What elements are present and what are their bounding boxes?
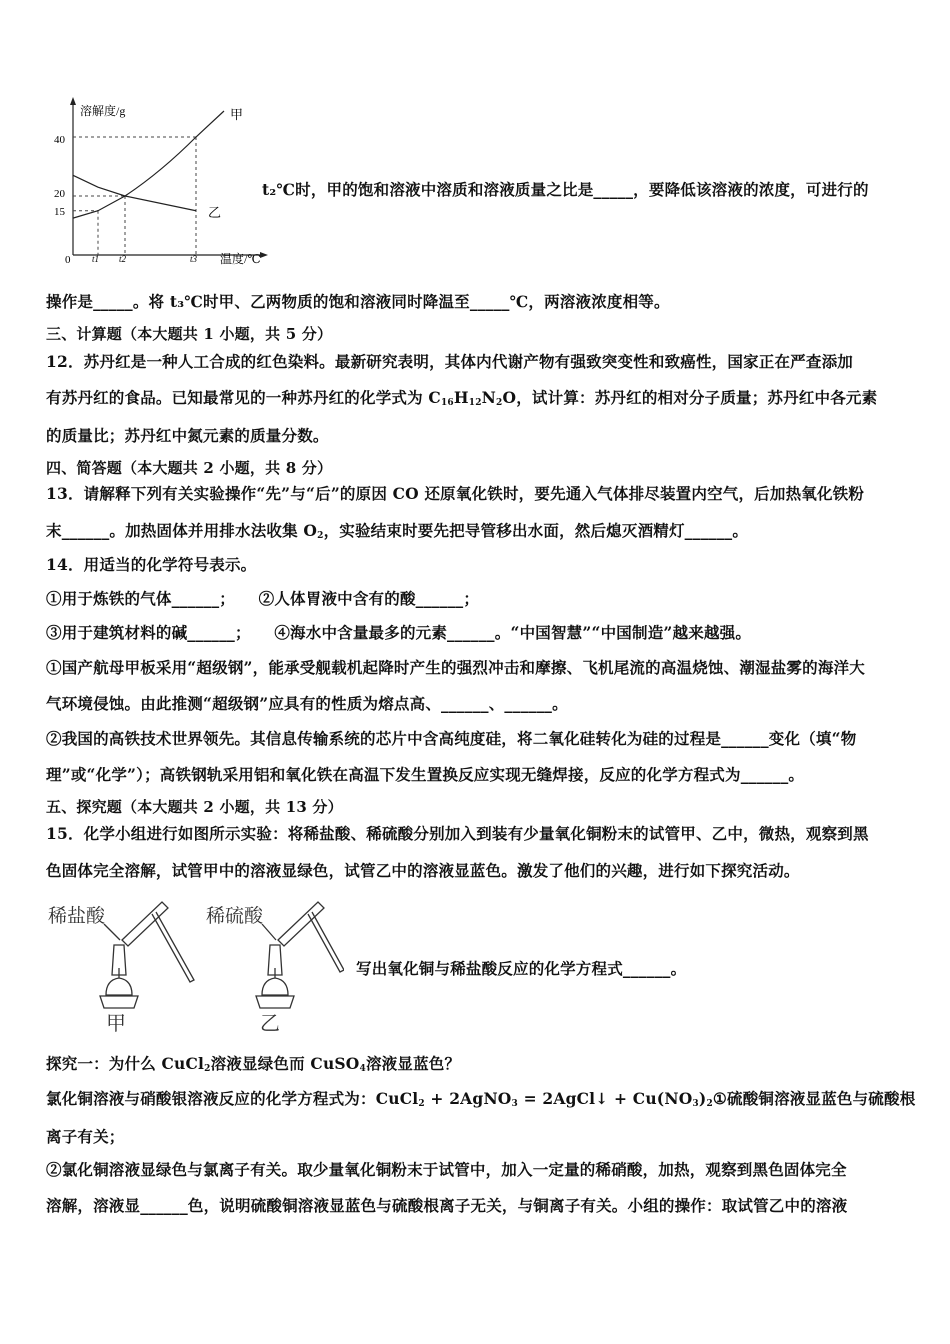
- inq1-mid: 溶液显绿色而 CuSO: [210, 1054, 360, 1073]
- q15-line-1: 15．化学小组进行如图所示实验：将稀盐酸、稀硫酸分别加入到装有少量氧化铜粉末的试管甲、乙中，微热，观察到黑: [46, 824, 869, 843]
- y-tick-20: 20: [54, 188, 65, 200]
- figure-side-text: 写出氧化铜与稀盐酸反应的化学方程式______。: [356, 959, 687, 978]
- inq1-sub-1: 2: [204, 1064, 211, 1074]
- q13-sub: 2: [317, 531, 324, 541]
- x-tick-t3: t3: [190, 254, 198, 264]
- x-axis-arrow: [260, 252, 268, 258]
- curve-yi: [73, 175, 196, 210]
- series-label-yi: 乙: [208, 205, 222, 220]
- q14-steel-2: 气环境侵蚀。由此推测“超级钢”应具有的性质为熔点高、______、______。: [46, 694, 568, 713]
- curve-jia: [73, 111, 224, 218]
- apparatus-yi: [256, 902, 344, 1008]
- hypothesis-2-line-1: ②氯化铜溶液显绿色与氯离子有关。取少量氧化铜粉末于试管中，加入一定量的稀硝酸，加热，观察到黑色固体完全: [46, 1160, 847, 1179]
- q13-line-2: [46, 519, 748, 541]
- equation-line: [46, 1087, 915, 1109]
- acid-label-2: 稀硫酸: [206, 905, 264, 927]
- eq-post: ①硫酸铜溶液显蓝色与硫酸根: [712, 1089, 916, 1108]
- section-4-heading: 四、简答题（本大题共 2 小题，共 8 分）: [46, 459, 333, 477]
- inq1-pre: 探究一：为什么 CuCl: [46, 1054, 205, 1073]
- acid-label-1: 稀盐酸: [48, 905, 106, 927]
- q14-rail-1: ②我国的高铁技术世界领先。其信息传输系统的芯片中含高纯度硅，将二氧化硅转化为硅的过程是______变化（填“物: [46, 729, 857, 748]
- q14-items-2: ③用于建筑材料的碱______； ④海水中含量最多的元素______。“中国智慧”“中国制造”越来越强。: [46, 623, 752, 642]
- x-tick-t1: t1: [92, 254, 100, 264]
- q14-heading: 14．用适当的化学符号表示。: [46, 555, 257, 574]
- solubility-chart: [40, 95, 270, 270]
- x-axis-label: 温度/℃: [220, 252, 261, 266]
- y-axis-label: 溶解度/g: [80, 104, 126, 118]
- q13-l2-post: ，实验结束时要先把导管移出水面，然后熄灭酒精灯______。: [323, 521, 749, 540]
- inquiry-1-heading: [46, 1052, 460, 1074]
- y-axis-arrow: [70, 97, 76, 105]
- q14-items-1: ①用于炼铁的气体______； ②人体胃液中含有的酸______；: [46, 589, 480, 608]
- q12-sub-1: 16: [440, 398, 454, 408]
- inq1-post: 溶液显蓝色？: [365, 1054, 461, 1073]
- q12-sub-3: 2: [496, 398, 503, 408]
- apparatus-jia: [100, 902, 194, 1008]
- eq-pre: 氯化铜溶液与硝酸银溶液反应的化学方程式为：CuCl: [46, 1089, 419, 1108]
- q12-h: H: [453, 388, 469, 407]
- eq-sub-1: 2: [418, 1099, 425, 1109]
- q12-sub-2: 12: [468, 398, 482, 408]
- apparatus-figure: [44, 900, 344, 1035]
- equation-line-2: 离子有关；: [46, 1127, 125, 1146]
- eq-m3: ): [698, 1089, 707, 1108]
- section-3-heading: 三、计算题（本大题共 1 小题，共 5 分）: [46, 325, 333, 343]
- series-label-jia: 甲: [230, 107, 244, 122]
- line-1: 操作是_____。将 t₃℃时甲、乙两物质的饱和溶液同时降温至_____℃，两溶液浓度相等。: [46, 292, 670, 311]
- eq-sub-2: 3: [511, 1099, 518, 1109]
- hypothesis-2-line-2: 溶解，溶液显______色，说明硫酸铜溶液显蓝色与硫酸根离子无关，与铜离子有关。小组的操作：取试管乙中的溶液: [46, 1196, 848, 1215]
- q12-line-1: 12．苏丹红是一种人工合成的红色染料。最新研究表明，其体内代谢产物有强致突变性和致癌性，国家正在严查添加: [46, 352, 853, 371]
- eq-sub-4: 2: [706, 1099, 713, 1109]
- q12-l2-post: O，试计算：苏丹红的相对分子质量；苏丹红中各元素: [502, 388, 878, 407]
- tube-label-jia: 甲: [106, 1011, 126, 1035]
- q14-steel-1: ①国产航母甲板采用“超级钢”，能承受舰载机起降时产生的强烈冲击和摩擦、飞机尾流的高温烧蚀、潮湿盐雾的海洋大: [46, 658, 865, 677]
- q14-rail-2: 理”或“化学”）；高铁钢轨采用铝和氧化铁在高温下发生置换反应实现无缝焊接，反应的化学方程式为______。: [46, 765, 805, 784]
- q15-line-2: 色固体完全溶解，试管甲中的溶液显绿色，试管乙中的溶液显蓝色。激发了他们的兴趣，进行如下探究活动。: [46, 861, 800, 880]
- inq1-sub-2: 4: [359, 1064, 366, 1074]
- chart-side-text: t₂℃时，甲的饱和溶液中溶质和溶液质量之比是_____，要降低该溶液的浓度，可进行的: [262, 180, 869, 199]
- eq-m2: = 2AgCl↓ + Cu(NO: [517, 1089, 693, 1108]
- origin-label: 0: [65, 254, 71, 266]
- q12-line-3: 的质量比；苏丹红中氮元素的质量分数。: [46, 426, 329, 445]
- tube-label-yi: 乙: [260, 1011, 280, 1035]
- eq-m1: + 2AgNO: [424, 1089, 512, 1108]
- eq-sub-3: 3: [692, 1099, 699, 1109]
- y-tick-40: 40: [54, 134, 65, 146]
- x-tick-t2: t2: [119, 254, 127, 264]
- q13-l2-pre: 末______。加热固体并用排水法收集 O: [46, 521, 318, 540]
- q12-n: N: [481, 388, 497, 407]
- q12-line-2: [46, 386, 877, 408]
- y-tick-15: 15: [54, 206, 65, 218]
- section-5-heading: 五、探究题（本大题共 2 小题，共 13 分）: [46, 798, 343, 816]
- q12-l2-pre: 有苏丹红的食品。已知最常见的一种苏丹红的化学式为 C: [46, 388, 441, 407]
- q13-line-1: 13．请解释下列有关实验操作“先”与“后”的原因 CO 还原氧化铁时，要先通入气体排尽装置内空气，后加热氧化铁粉: [46, 484, 865, 503]
